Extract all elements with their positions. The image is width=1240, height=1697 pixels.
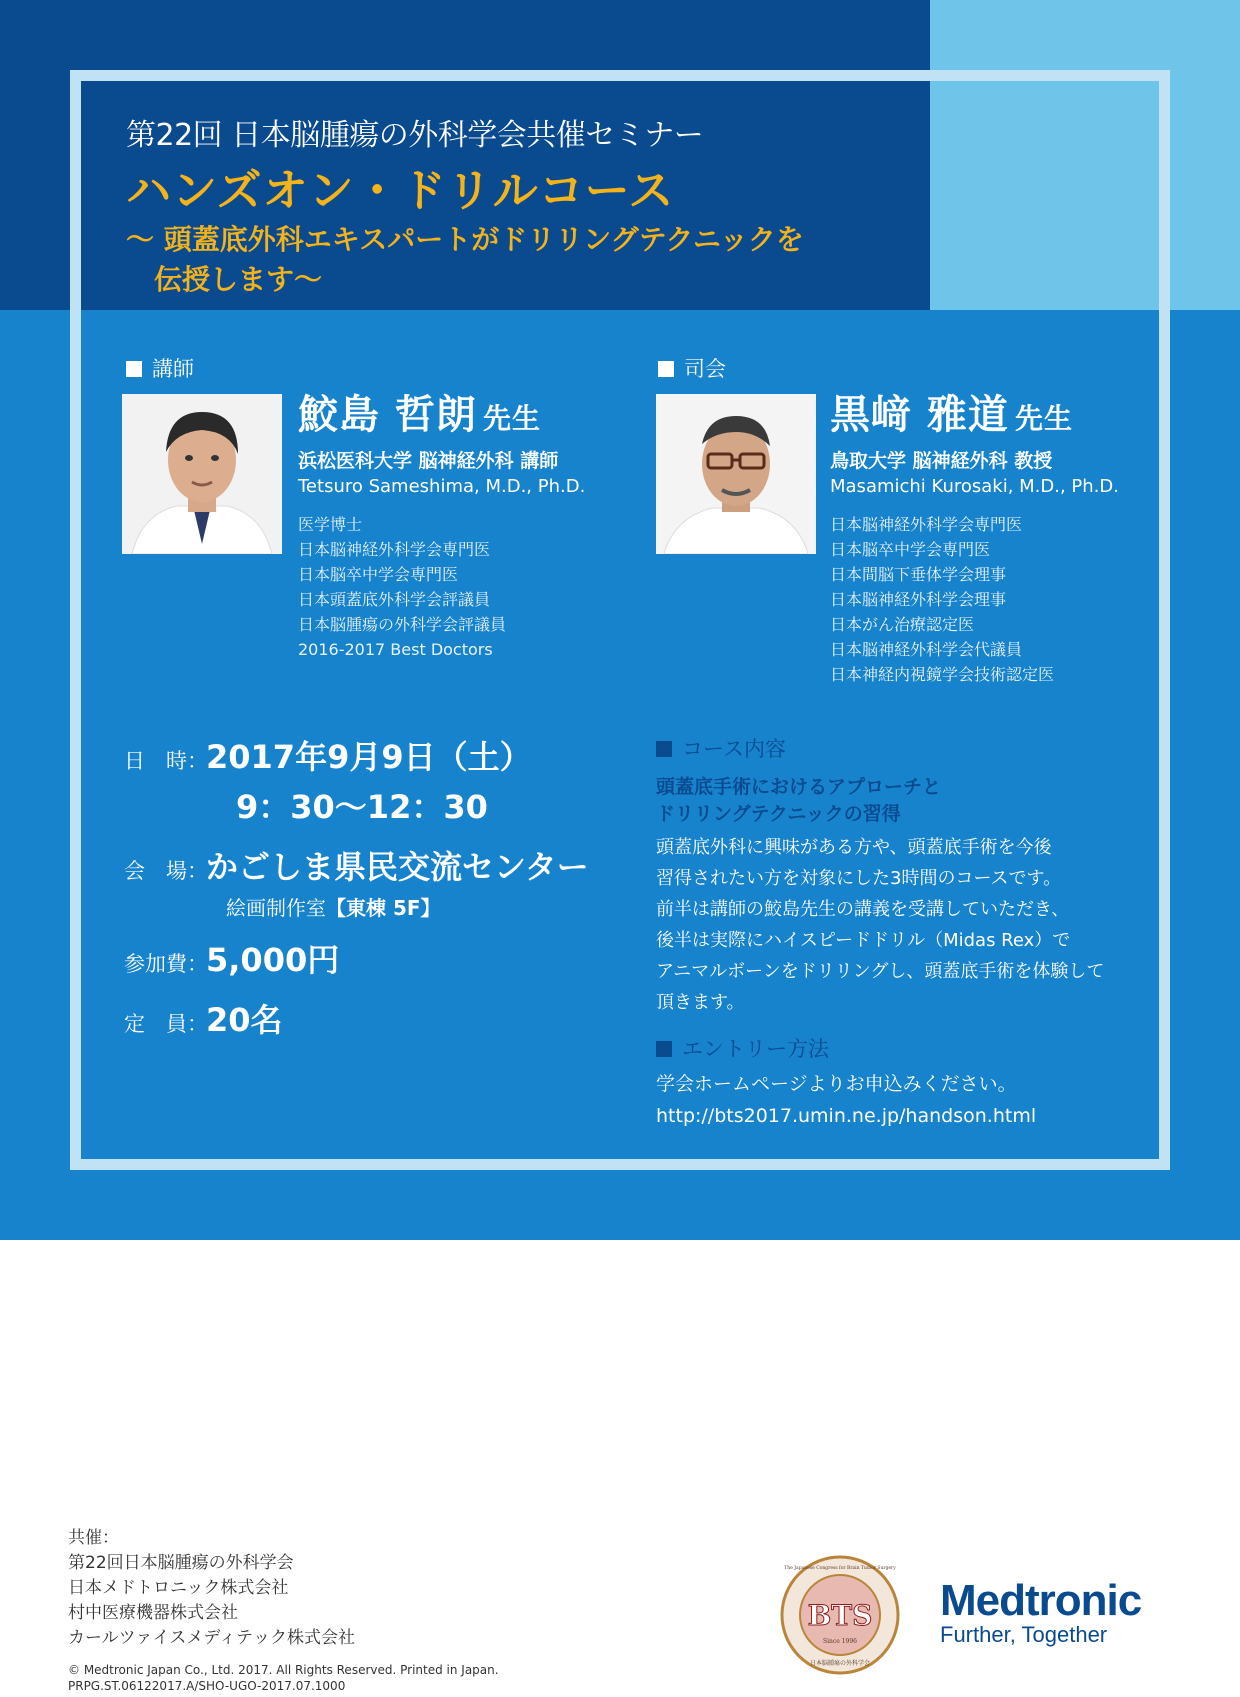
lecturer-honorific: 先生: [482, 402, 541, 435]
entry-url-link[interactable]: http://bts2017.umin.ne.jp/handson.html: [656, 1105, 1037, 1127]
medtronic-wordmark: Medtronic: [940, 1576, 1142, 1625]
square-bullet-icon: [126, 361, 142, 377]
moderator-info: [830, 392, 1170, 687]
course-subtitle-line2: 伝授します〜: [154, 263, 323, 296]
credential-item: 日本脳卒中学会専門医: [830, 540, 991, 559]
lecturer-name: 鮫島 哲朗 先生: [298, 392, 541, 438]
entry-instructions: 学会ホームページよりお申込みください。: [656, 1073, 1017, 1095]
copyright-block: [68, 1662, 499, 1694]
event-date: 2017年9月9日（土）: [206, 738, 532, 776]
room-bracket: 【東棟 5F】: [326, 896, 441, 920]
document-code: PRPG.ST.06122017.A/SHO-UGO-2017.07.1000: [68, 1679, 346, 1693]
credential-item: 日本間脳下垂体学会理事: [830, 565, 1007, 584]
credential-item: 日本脳神経外科学会専門医: [298, 540, 491, 559]
sponsor-label: 共催：: [68, 1528, 119, 1548]
sponsor-item: 第22回日本脳腫瘍の外科学会: [68, 1553, 294, 1573]
sponsor-item: 村中医療機器株式会社: [68, 1603, 238, 1623]
venue-label: 会 場：: [124, 859, 208, 883]
square-bullet-icon: [656, 1041, 672, 1057]
course-subtitle-line1: 〜 頭蓋底外科エキスパートがドリリングテクニックを: [126, 223, 804, 256]
course-title: ハンズオン・ドリルコース: [126, 164, 675, 217]
date-row: [124, 732, 644, 778]
medtronic-tagline: Further, Together: [940, 1622, 1108, 1647]
credential-item: 日本がん治療認定医: [830, 615, 975, 634]
event-room: 絵画制作室【東棟 5F】: [226, 896, 441, 920]
bts-ring-text: The Japanese Congress for Brain Tumor Surgery: [784, 1566, 896, 1571]
square-bullet-icon: [658, 361, 674, 377]
moderator-affiliation: 鳥取大学 脳神経外科 教授: [830, 450, 1053, 472]
fee-row: [124, 935, 644, 981]
moderator-photo: [656, 394, 816, 554]
credential-item: 日本脳腫瘍の外科学会評議員: [298, 615, 507, 634]
course-section-label: コース内容: [656, 736, 1136, 762]
credential-item: 2016-2017 Best Doctors: [298, 640, 493, 659]
lecturer-name-en: Tetsuro Sameshima, M.D., Ph.D.: [298, 476, 586, 497]
credential-item: 日本脳神経外科学会専門医: [830, 515, 1023, 534]
sponsor-list: [68, 1526, 568, 1651]
course-details: [656, 736, 1136, 1132]
entry-section-label: エントリー方法: [656, 1036, 1136, 1062]
credential-item: 日本頭蓋底外科学会評議員: [298, 590, 491, 609]
moderator-honorific: 先生: [1014, 402, 1073, 435]
credential-item: 日本脳神経外科学会理事: [830, 590, 1007, 609]
seminar-pre-title: 第22回 日本脳腫瘍の外科学会共催セミナー: [126, 118, 704, 153]
moderator-section-label: 司会: [658, 356, 726, 382]
capacity-label: 定 員：: [124, 1012, 208, 1036]
credential-item: 医学博士: [298, 515, 363, 534]
event-time: 9：30〜12：30: [236, 788, 488, 826]
venue-row: [124, 842, 644, 888]
event-venue: かごしま県民交流センター: [206, 848, 589, 886]
flyer-header: [126, 116, 906, 300]
event-capacity: 20名: [206, 1001, 283, 1039]
sponsor-item: 日本メドトロニック株式会社: [68, 1578, 289, 1598]
credential-item: 日本脳神経外科学会代議員: [830, 640, 1023, 659]
fee-label: 参加費：: [124, 952, 208, 976]
copyright-text: © Medtronic Japan Co., Ltd. 2017. All Rights Reserved. Printed in Japan.: [68, 1663, 499, 1677]
bts-since: Since 1996: [823, 1638, 857, 1645]
moderator-credentials: [830, 512, 1170, 687]
credential-item: 日本神経内視鏡学会技術認定医: [830, 665, 1055, 684]
lecturer-info: [298, 392, 628, 662]
course-description: 頭蓋底外科に興味がある方や、頭蓋底手術を今後 習得されたい方を対象にした3時間のコースです。 前半は講師の鮫島先生の講義を受講していただき、 後半は実際にハイスピードドリル（Midas Rex）で アニマルボーンをドリリングし、頭蓋底手術を体験して 頂きます。: [656, 837, 1105, 1013]
bts-mark: BTS: [807, 1599, 873, 1632]
date-label: 日 時：: [124, 749, 208, 773]
medtronic-logo: [940, 1576, 1141, 1648]
moderator-name-en: Masamichi Kurosaki, M.D., Ph.D.: [830, 476, 1119, 497]
moderator-name: 黒﨑 雅道 先生: [830, 392, 1073, 438]
course-heading: 頭蓋底手術におけるアプローチと ドリリングテクニックの習得: [656, 776, 942, 825]
event-fee: 5,000円: [206, 941, 340, 979]
lecturer-photo: [122, 394, 282, 554]
bts-bottom-text: 日本脳腫瘍の外科学会: [809, 1660, 871, 1667]
credential-item: 日本脳卒中学会専門医: [298, 565, 459, 584]
square-bullet-icon: [656, 741, 672, 757]
capacity-row: [124, 995, 644, 1041]
sponsor-item: カールツァイスメディテック株式会社: [68, 1628, 355, 1648]
lecturer-affiliation: 浜松医科大学 脳神経外科 講師: [298, 450, 559, 472]
lecturer-credentials: [298, 512, 628, 662]
event-info: [124, 732, 644, 1041]
bts-logo-icon: [780, 1555, 900, 1675]
lecturer-section-label: 講師: [126, 356, 194, 382]
